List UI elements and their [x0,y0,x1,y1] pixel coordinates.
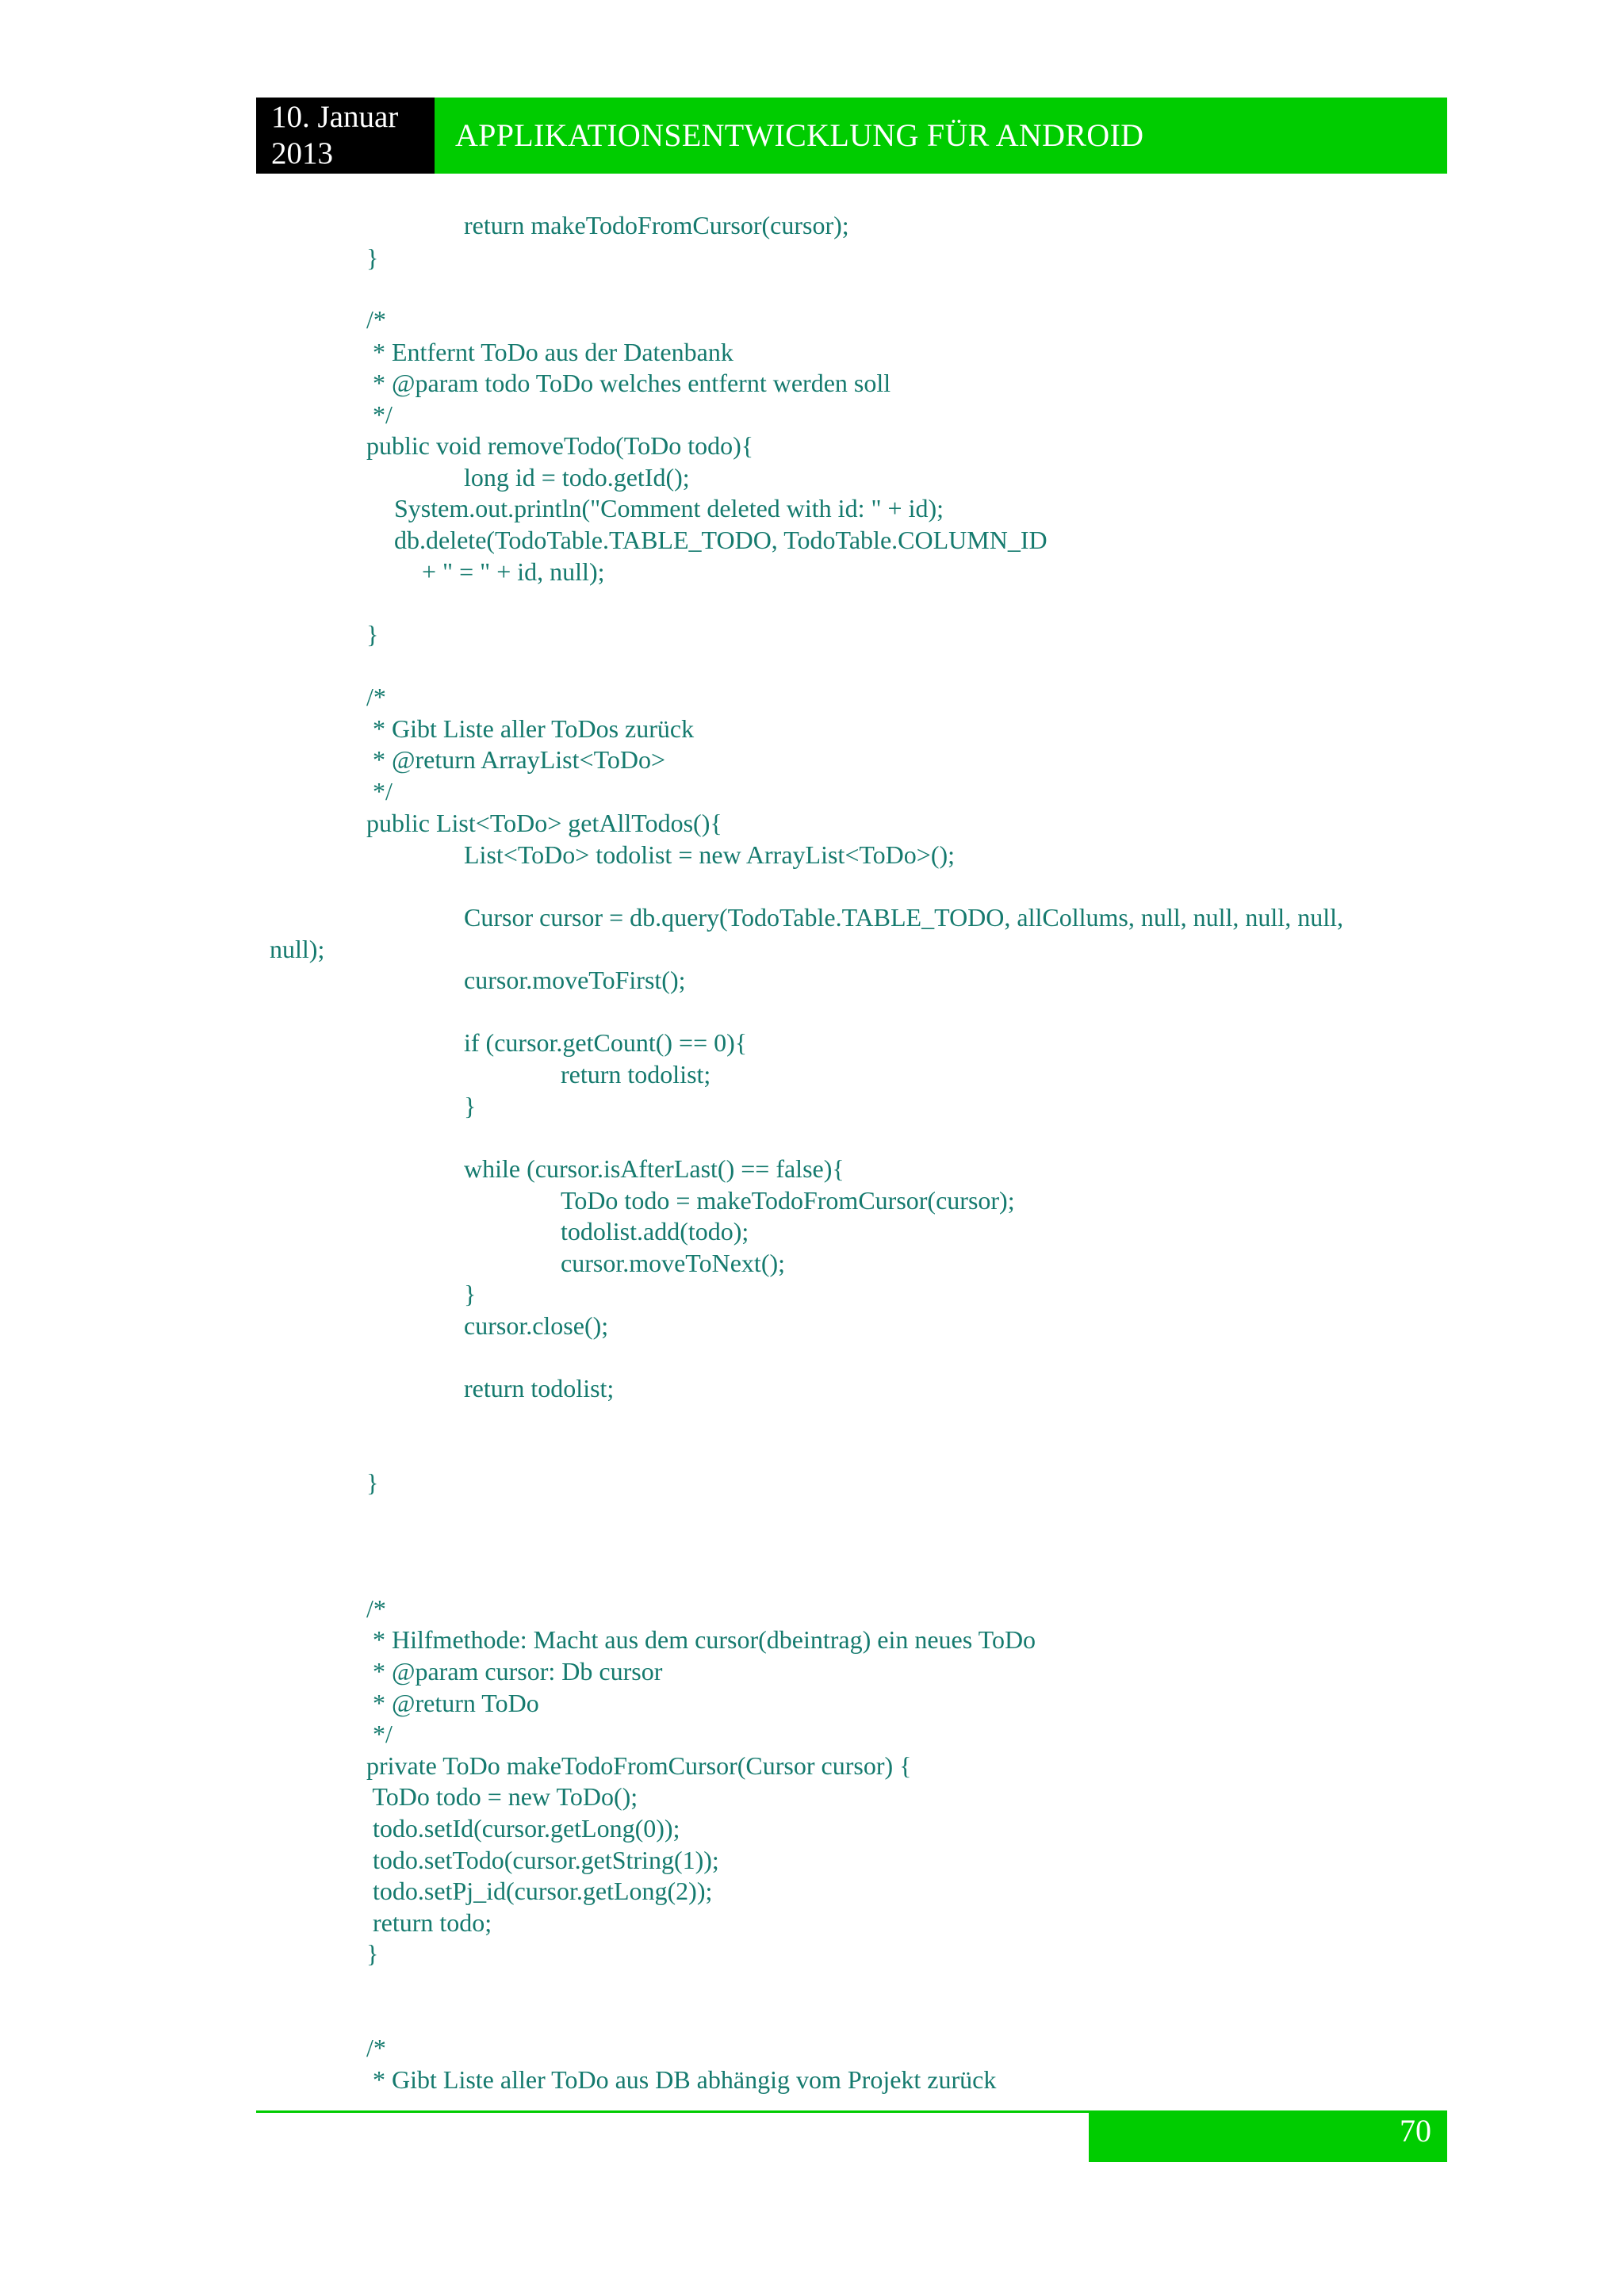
code-line: List<ToDo> todolist = new ArrayList<ToDo>(); [464,840,956,869]
code-line: todo.setId(cursor.getLong(0)); [366,1814,680,1843]
code-line: * Hilfmethode: Macht aus dem cursor(dbeintrag) ein neues ToDo [366,1625,1036,1654]
code-line: /* [366,1594,386,1623]
code-line: * Gibt Liste aller ToDo aus DB abhängig vom Projekt zurück [366,2065,997,2094]
code-line: */ [366,1720,393,1748]
code-line: public List<ToDo> getAllTodos(){ [366,809,722,837]
code-line: */ [366,400,393,429]
code-line: private ToDo makeTodoFromCursor(Cursor cursor) { [366,1751,912,1780]
code-line: return todolist; [561,1060,711,1089]
code-line: cursor.moveToNext(); [561,1249,786,1277]
code-line: /* [366,305,386,334]
code-line: } [464,1092,477,1120]
code-line: while (cursor.isAfterLast() == false){ [464,1154,845,1183]
code-line: * @return ArrayList<ToDo> [366,745,666,774]
code-line: if (cursor.getCount() == 0){ [464,1028,748,1057]
code-line: todolist.add(todo); [561,1217,749,1246]
header-title: APPLIKATIONSENTWICKLUNG FÜR ANDROID [435,98,1447,174]
code-line: * @param cursor: Db cursor [366,1657,663,1686]
code-line: Cursor cursor = db.query(TodoTable.TABLE_TODO, allCollums, null, null, null, null, [464,903,1343,932]
code-line: public void removeTodo(ToDo todo){ [366,431,754,460]
code-line: * @param todo ToDo welches entfernt werden soll [366,369,891,397]
code-line: todo.setTodo(cursor.getString(1)); [366,1846,719,1874]
code-line: * Entfernt ToDo aus der Datenbank [366,338,733,366]
code-line: * Gibt Liste aller ToDos zurück [366,714,695,743]
code-line: */ [366,777,393,806]
code-line: long id = todo.getId(); [464,463,690,492]
code-line: } [366,243,379,272]
code-line: ToDo todo = new ToDo(); [366,1782,638,1811]
code-line: null); [270,935,325,963]
code-line: return todolist; [464,1374,615,1402]
code-line: ToDo todo = makeTodoFromCursor(cursor); [561,1186,1015,1215]
code-line: return makeTodoFromCursor(cursor); [464,211,849,239]
code-line: db.delete(TodoTable.TABLE_TODO, TodoTable.COLUMN_ID [394,526,1048,554]
code-line: todo.setPj_id(cursor.getLong(2)); [366,1877,713,1905]
code-line: /* [366,683,386,711]
code-line: } [464,1280,477,1308]
code-line: } [366,1468,379,1497]
code-line: } [366,620,379,649]
code-line: System.out.println("Comment deleted with id: " + id); [394,494,944,522]
header-date: 10. Januar 2013 [256,98,435,174]
code-line: * @return ToDo [366,1689,539,1717]
code-line: + " = " + id, null); [422,557,605,586]
code-line: return todo; [366,1908,492,1937]
code-line: /* [366,2034,386,2062]
page-number: 70 [1089,2110,1447,2162]
code-line: cursor.moveToFirst(); [464,966,686,994]
code-line: cursor.close(); [464,1311,609,1340]
code-line: } [366,1939,379,1968]
